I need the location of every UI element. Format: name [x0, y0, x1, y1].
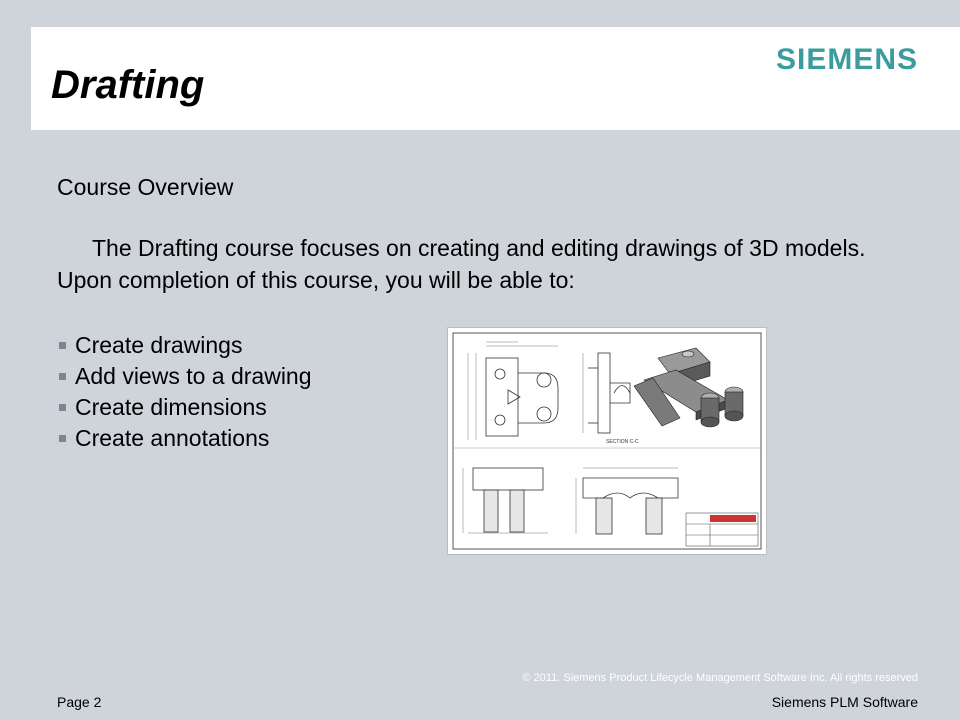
page-number: Page 2 — [57, 694, 102, 710]
list-item — [57, 392, 312, 423]
siemens-logo: SIEMENS — [775, 43, 918, 76]
company-name: Siemens PLM Software — [771, 694, 918, 710]
list-item-text: Create dimensions — [75, 394, 267, 420]
list-item-text: Add views to a drawing — [75, 363, 312, 389]
bullet-icon — [59, 373, 66, 380]
slide-title: Drafting — [51, 63, 205, 107]
list-item-text: Create annotations — [75, 425, 270, 451]
section-label: SECTION C-C — [606, 439, 639, 445]
drawing-sheet — [448, 328, 766, 554]
course-overview-heading: Course Overview — [57, 174, 234, 200]
list-item — [57, 330, 312, 361]
bullet-icon — [59, 342, 66, 349]
course-intro-text: The Drafting course focuses on creating and editing drawings of 3D models. Upon completion of this course, you will be able to: — [57, 235, 866, 293]
engineering-drawing-image — [447, 327, 767, 555]
list-item-text: Create drawings — [75, 332, 243, 358]
list-item — [57, 423, 312, 454]
objectives-list — [57, 330, 312, 454]
bullet-icon — [59, 404, 66, 411]
bullet-icon — [59, 435, 66, 442]
header-bar — [31, 27, 960, 130]
copyright-notice: © 2011. Siemens Product Lifecycle Management Software Inc. All rights reserved — [522, 672, 918, 684]
list-item — [57, 361, 312, 392]
